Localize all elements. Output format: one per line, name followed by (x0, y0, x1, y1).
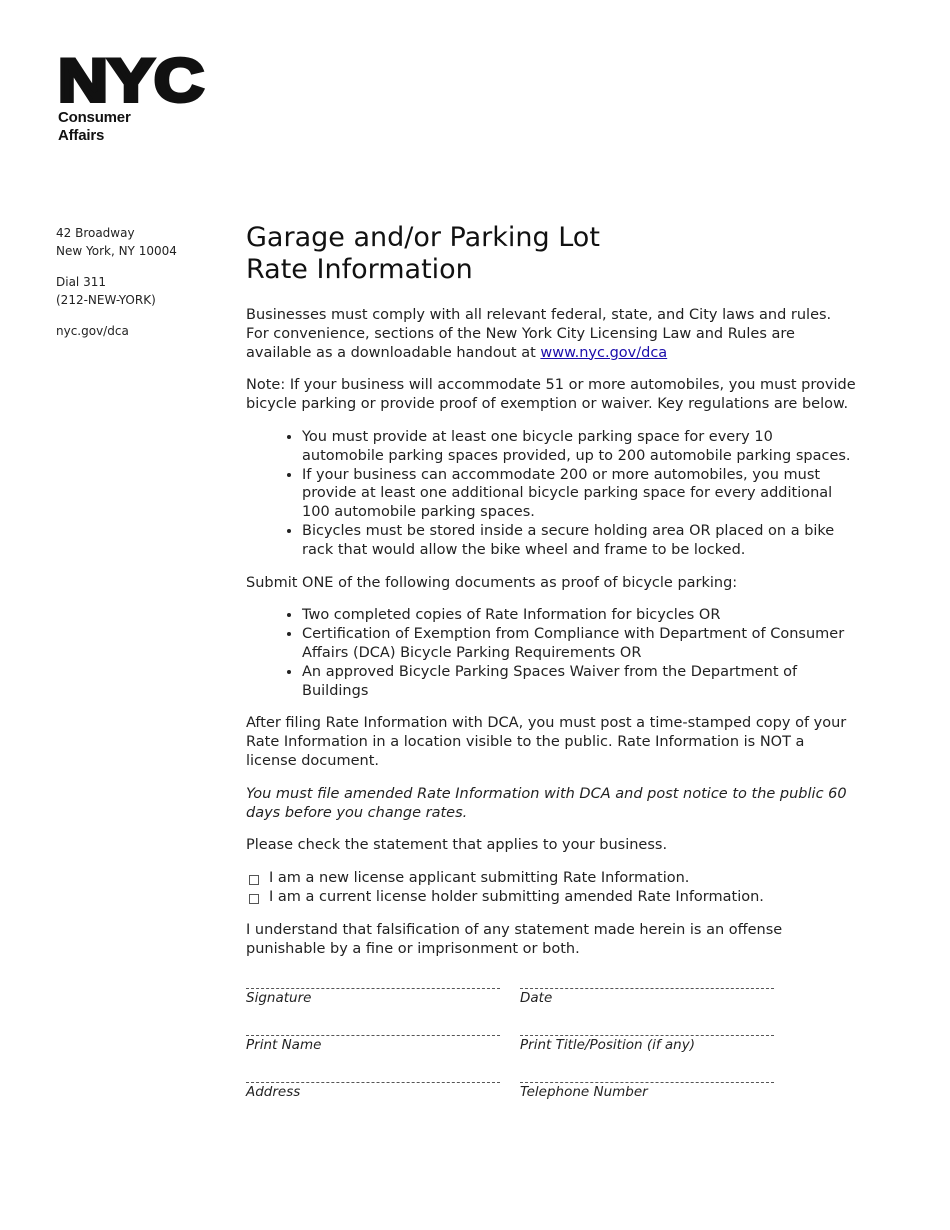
list-item: • Certification of Exemption from Compliance with Department of Consumer Affairs (DCA) Bicycle Parking Requirements OR (302, 625, 856, 663)
list-item: • Two completed copies of Rate Information for bicycles OR (302, 606, 856, 625)
list-item: • You must provide at least one bicycle parking space for every 10 automobile parking spaces provided, up to 200 automobile parking spaces. (302, 428, 856, 466)
telephone-line[interactable] (520, 1068, 774, 1083)
logo-caption (58, 109, 208, 145)
print-title-line[interactable] (520, 1021, 774, 1036)
new-applicant-label: I am a new license applicant submitting Rate Information. (269, 870, 690, 887)
nyc-logo-mark (58, 55, 206, 105)
list-item: • Bicycles must be stored inside a secure holding area OR placed on a bike rack that would allow the bike wheel and frame to be locked. (302, 522, 856, 560)
logo-caption-line1: Consumer (58, 109, 131, 126)
amended-notice: You must file amended Rate Information with DCA and post notice to the public 60 days before you change rates. (246, 785, 847, 821)
website-block (56, 322, 226, 340)
address-line2: New York, NY 10004 (56, 244, 177, 258)
new-applicant-option[interactable] (246, 869, 856, 888)
page-title-line1: Garage and/or Parking Lot (246, 222, 600, 253)
documents-list (246, 606, 856, 700)
address-label: Address (246, 1084, 301, 1101)
intro-paragraph (246, 306, 856, 362)
print-title-field[interactable] (520, 1021, 774, 1054)
date-field[interactable] (520, 974, 774, 1007)
contact-sidebar (56, 224, 226, 353)
telephone-label: Telephone Number (520, 1084, 648, 1101)
signature-line[interactable] (246, 974, 500, 989)
phone-line2: (212-NEW-YORK) (56, 293, 156, 307)
address-block (56, 224, 226, 260)
address-field[interactable] (246, 1068, 500, 1101)
telephone-field[interactable] (520, 1068, 774, 1101)
regulations-list (246, 428, 856, 560)
address-line[interactable] (246, 1068, 500, 1083)
phone-block (56, 273, 226, 309)
page-title (246, 222, 856, 286)
print-title-label: Print Title/Position (if any) (520, 1037, 695, 1054)
after-filing-paragraph: After filing Rate Information with DCA, you must post a time-stamped copy of your Rate Information in a location visible to the public. Rate Information is NOT a license document. (246, 715, 847, 769)
website-text: nyc.gov/dca (56, 324, 129, 338)
page-title-line2: Rate Information (246, 254, 473, 285)
signature-section (246, 974, 856, 1101)
date-label: Date (520, 990, 553, 1007)
statement-checkboxes (246, 869, 856, 907)
falsification-statement: I understand that falsification of any statement made herein is an offense punishable by a fine or imprisonment or both. (246, 921, 783, 957)
note-paragraph: Note: If your business will accommodate 51 or more automobiles, you must provide bicycle parking or provide proof of exemption or waiver. Key regulations are below. (246, 377, 856, 413)
print-name-field[interactable] (246, 1021, 500, 1054)
list-item: • If your business can accommodate 200 or more automobiles, you must provide at least one additional bicycle parking space for every additional 100 automobile parking spaces. (302, 466, 856, 522)
print-name-line[interactable] (246, 1021, 500, 1036)
date-line[interactable] (520, 974, 774, 989)
submit-heading: Submit ONE of the following documents as proof of bicycle parking: (246, 574, 738, 591)
list-item: • An approved Bicycle Parking Spaces Waiver from the Department of Buildings (302, 663, 856, 701)
current-holder-checkbox[interactable] (249, 894, 259, 904)
phone-line1: Dial 311 (56, 275, 106, 289)
check-prompt: Please check the statement that applies to your business. (246, 837, 668, 854)
nyc-logo-wordmark: NYC (58, 55, 204, 105)
address-line1: 42 Broadway (56, 226, 135, 240)
print-name-label: Print Name (246, 1037, 322, 1054)
logo-caption-line2: Affairs (58, 127, 105, 144)
current-holder-label: I am a current license holder submitting amended Rate Information. (269, 888, 764, 905)
signature-label: Signature (246, 990, 312, 1007)
signature-field[interactable] (246, 974, 500, 1007)
form-body (246, 222, 856, 1101)
dca-website-link[interactable]: www.nyc.gov/dca (540, 344, 668, 361)
current-holder-option[interactable] (246, 888, 856, 907)
intro-text: Businesses must comply with all relevant federal, state, and City laws and rules. For convenience, sections of the New York City Licensing Law and Rules are available as a downloadable handout at (246, 307, 832, 361)
nyc-consumer-affairs-logo (58, 55, 208, 145)
new-applicant-checkbox[interactable] (249, 875, 259, 885)
